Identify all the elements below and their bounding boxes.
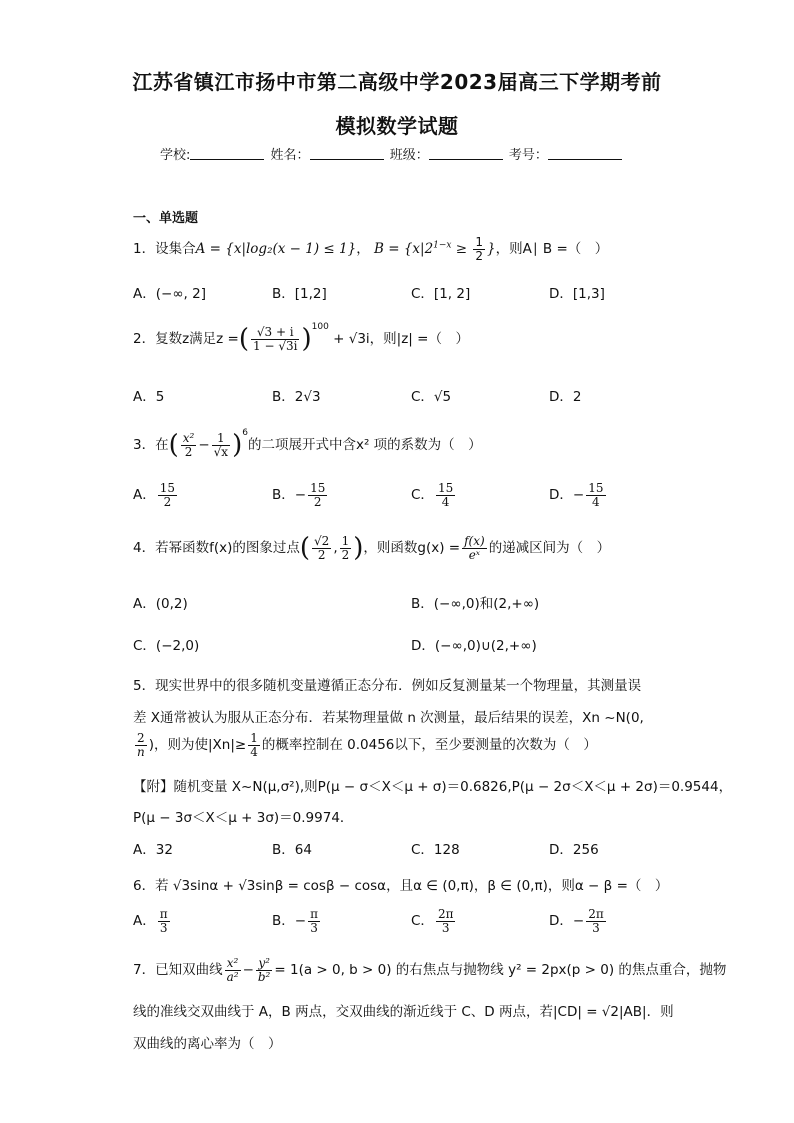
question-1 <box>133 236 608 262</box>
q5-line-2: 差 X通常被认为服从正态分布．若某物理量做 n 次测量，最后结果的误差，Xn ~N(0, <box>133 710 644 726</box>
q1-setB-exp: 1−x <box>433 240 452 251</box>
q1-setB-end: } <box>487 241 496 258</box>
q1-comma: ， <box>356 241 370 258</box>
q2-frac: $\frac{√3 + i}{1 - √3i}$ <box>253 324 298 353</box>
q2-option-c[interactable]: C．√5 <box>411 389 452 405</box>
q7-line-3: 双曲线的离心率为（ ） <box>133 1036 282 1052</box>
q3-option-b[interactable]: B．− $\frac{15}{2}$ <box>272 481 326 509</box>
class-label: 班级： <box>389 148 429 163</box>
q1-option-b[interactable]: B．[1,2] <box>272 286 327 302</box>
q1-option-a[interactable]: A．(−∞, 2] <box>133 286 206 302</box>
q2-option-a[interactable]: A．5 <box>133 389 165 405</box>
q5-line-1: 5．现实世界中的很多随机变量遵循正态分布．例如反复测量某一个物理量，其测量误 <box>133 678 642 694</box>
exam-title-line2: 模拟数学试题 <box>335 114 459 138</box>
q3-option-a[interactable]: A． $\frac{15}{2}$ <box>133 481 176 509</box>
q1-pre: 1．设集合 <box>133 241 196 258</box>
q5-line-4: 【附】随机变量 X~N(μ,σ²),则P(μ − σ＜X＜μ + σ)＝0.6826,P(μ − 2σ＜X＜μ + 2σ)＝0.9544， <box>133 779 733 795</box>
exam-title-line1: 江苏省镇江市扬中市第二高级中学2023届高三下学期考前 <box>132 70 662 94</box>
id-label: 考号： <box>508 148 548 163</box>
question-2: 2．复数z满足z =( $\frac{√3 + i}{1 - √3i}$ )$^{100}$ + √3i，则|z| =（ ） <box>133 322 469 354</box>
q5-line-3: $\frac{2}{n}$ )，则为使|Xn|≥ $\frac{1}{4}$ 的概率控制在 0.0456以下，至少要测量的次数为（ ） <box>137 731 597 759</box>
q2-option-b[interactable]: B．2√3 <box>272 389 321 405</box>
q3-frac-2: $\frac{1}{√x}$ <box>213 430 229 459</box>
section-title: 一、单选题 <box>133 211 199 226</box>
q3-exp: 6 <box>242 428 248 438</box>
q2-post: + √3i，则|z| =（ ） <box>333 331 469 347</box>
q5-line-5: P(μ − 3σ＜X＜μ + 3σ)＝0.9974． <box>133 810 354 826</box>
q1-setB-frac: $\frac{1}{2}$ <box>475 235 484 263</box>
q1-setB-pre: B = {x|2 <box>374 241 434 258</box>
q3-frac-1: $\frac{\text{x²}}{2}$ <box>182 430 195 459</box>
q4-option-b[interactable]: B．(−∞,0)和(2,+∞) <box>411 596 540 612</box>
q4-option-a[interactable]: A．(0,2) <box>133 596 188 612</box>
q4-option-d[interactable]: D．(−∞,0)∪(2,+∞) <box>411 638 537 654</box>
q6-option-d[interactable]: D．− $\frac{2\pi}{3}$ <box>549 907 604 935</box>
question-3: 3．在( $\frac{\text{x²}}{2}$ − $\frac{1}{√x}$ )$^6$的二项展开式中含x² 项的系数为（ ） <box>133 428 482 460</box>
q1-option-c[interactable]: C．[1, 2] <box>411 286 471 302</box>
student-info-line <box>160 144 624 163</box>
q2-exp: 100 <box>311 322 329 332</box>
q5-option-a[interactable]: A．32 <box>133 842 173 858</box>
q3-option-d[interactable]: D．− $\frac{15}{4}$ <box>549 481 604 509</box>
q2-option-d[interactable]: D．2 <box>549 389 582 405</box>
id-blank[interactable] <box>548 147 622 160</box>
q1-setB-ge: ≥ <box>451 241 472 258</box>
q1-setA: A = {x|log₂(x − 1) ≤ 1} <box>195 241 357 258</box>
q3-option-c[interactable]: C． $\frac{15}{4}$ <box>411 481 454 509</box>
q6-option-a[interactable]: A． $\frac{\pi}{3}$ <box>133 907 168 935</box>
q4-option-c[interactable]: C．(−2,0) <box>133 638 200 654</box>
q1-option-d[interactable]: D．[1,3] <box>549 286 605 302</box>
q7-line-2: 线的准线交双曲线于 A，B 两点，交双曲线的渐近线于 C、D 两点，若|CD| = √2|AB|．则 <box>133 1004 674 1020</box>
school-label: 学校: <box>160 148 191 163</box>
q5-option-d[interactable]: D．256 <box>549 842 599 858</box>
q4-mid: ，则函数g(x) = <box>363 540 461 556</box>
q4-post: 的递减区间为（ ） <box>488 540 611 556</box>
q1-post: ，则A∣ B =（ ） <box>495 241 609 258</box>
q5-option-c[interactable]: C．128 <box>411 842 460 858</box>
name-blank[interactable] <box>310 147 384 160</box>
q2-pre: 2．复数z满足z = <box>133 331 239 347</box>
school-blank[interactable] <box>190 147 264 160</box>
q3-pre: 3．在 <box>133 437 169 453</box>
question-4: 4．若幂函数f(x)的图象过点( $\frac{√2}{2}$ , $\frac{1}{2}$ )，则函数g(x) = $\frac{f(x)}{\text{eˣ}}$ 的递减区间为（ ） <box>133 533 611 563</box>
question-7: 7．已知双曲线 $\frac{\text{x²}}{\text{a²}}$ − $\frac{\text{y²}}{\text{b²}}$ = 1(a > 0, b > 0) 的右焦点与抛物线 y² = 2px(p > 0) 的焦点重合，抛物 <box>133 956 727 984</box>
q6-option-c[interactable]: C． $\frac{2\pi}{3}$ <box>411 907 454 935</box>
class-blank[interactable] <box>429 147 503 160</box>
q4-pre: 4．若幂函数f(x)的图象过点 <box>133 540 300 556</box>
name-label: 姓名： <box>270 148 310 163</box>
q5-option-b[interactable]: B．64 <box>272 842 312 858</box>
question-6: 6．若 √3sinα + √3sinβ = cosβ − cosα，且α ∈ (0,π)，β ∈ (0,π)，则α − β =（ ） <box>133 878 669 894</box>
q3-post: 的二项展开式中含x² 项的系数为（ ） <box>247 437 482 453</box>
q6-option-b[interactable]: B．− $\frac{\pi}{3}$ <box>272 907 318 935</box>
